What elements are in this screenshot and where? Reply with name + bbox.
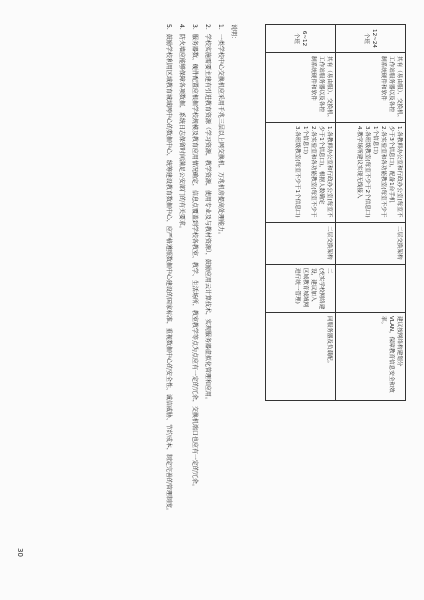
network-spec-table [265,24,406,401]
architecture-cell: 二层交换架构 [336,223,406,265]
notes-section [160,24,238,564]
note-item: 5．鼓励学校利用区域教育城域网中心的数据中心，统筹建设教育数据中心，应严格遵照数据中心建设的国家标准，重视数据中心的安全性、诚信威胁、节约成本，制定完善的管理制度。 [165,24,172,514]
note-item: 2．学校实施需要主建有引进教育资源（学习资源，教学资源，使用专业及与教材资源），鼓励应用云计算技术，实现服务器虚拟化管理和应用。 [204,24,211,403]
note-item: 4．防火墙应能够保障各项数据，系统日志保留时间满足公安部门的有关要求。 [178,24,185,232]
standard-cell: 同服务器及负载配。 [266,313,336,401]
note-item: 3．服务器数、硬件配置应根据学校规模及教育应用情况确定，信息点覆盖到学校各教室、教学、生活场所，教室教学等点为点应有一定的冗余，交换机端口也应有一定的冗余。 [191,24,198,490]
extra-cell [336,265,406,313]
extra-cell: 二 (充实学校网络建 设，建议加入 区域教育城域网 进行统一管理) [266,265,336,313]
table-row [336,25,406,401]
table-row [266,25,336,401]
info-point-cell: 1.各教师办公室和行政办公室(每室不 少于3个信息口)，配备1台手机 2.各实验室和各功能教室(每室不少于 1个信息口) 3.各班级教室(每室不少于2个信息口) 4.教学场所建议实现无线接入 [336,123,406,223]
grade-cell: 12~24 个班 [336,25,406,53]
notes-title: 说明： [230,24,237,43]
info-point-cell: 1.各教师办公室和行政办公室(每室不 少于1个信息口)，根据人数确定 2.各实验室和各功能教室(每室不少于 1个信息口) 3.各班级教室(每室不少于1个信息口) [266,123,336,223]
page-number: 30 [16,548,24,557]
equipment-cell: 其有（易由服）、交换机、 工作站服务器以及各控 制系统硬件和软件 [266,53,336,123]
note-item: 1．一类学校中心交换机应采用千兆三层以上网交换机，万兆机房提高处理能力。 [217,24,224,238]
grade-cell: 6~12 个班 [266,25,336,53]
architecture-cell: 二层交换架构 [266,223,336,265]
standard-cell: 建议按网络构建划分 VLAN，保障教育信息安全和效 率。 [336,313,406,401]
equipment-cell: 其有（易由服）、交换机、 工作站服务器以及各控 制系统硬件和软件 [336,53,406,123]
